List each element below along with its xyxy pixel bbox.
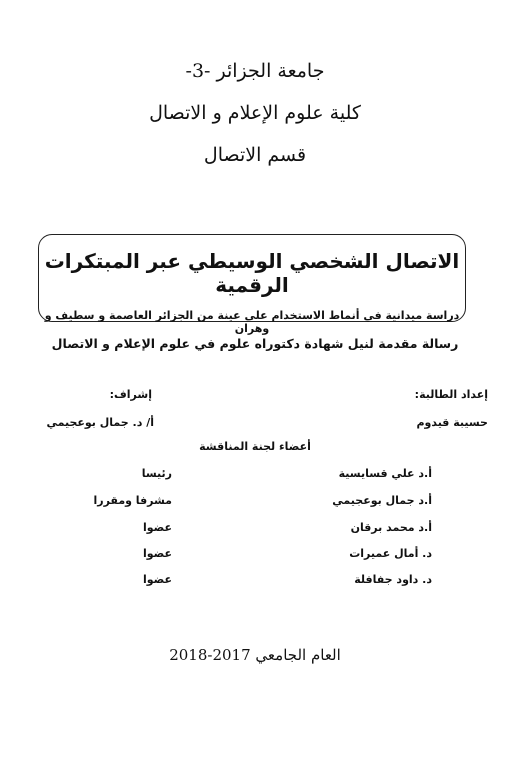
committee-member-role: عضوا bbox=[142, 547, 172, 560]
committee-member-name: أ.د علي قسايسية bbox=[338, 467, 432, 480]
committee-member-role: رئيسا bbox=[141, 467, 172, 480]
committee-title: أعضاء لجنة المناقشة bbox=[199, 440, 311, 453]
thesis-subtitle: دراسة ميدانية في أنماط الاستخدام على عينة من الجزائر العاصمة و سطيف و وهران bbox=[44, 309, 460, 335]
committee-member-role: عضوا bbox=[142, 521, 172, 534]
department-name: قسم الاتصال bbox=[203, 144, 307, 166]
committee-member-name: د. داود جفافلة bbox=[354, 573, 432, 586]
faculty-name: كلية علوم الإعلام و الاتصال bbox=[149, 102, 361, 124]
student-name: حسيبة قيدوم bbox=[416, 416, 488, 429]
university-name: جامعة الجزائر -3- bbox=[185, 60, 325, 82]
title-box bbox=[38, 234, 466, 335]
academic-year: العام الجامعي 2017-2018 bbox=[169, 646, 341, 664]
student-label: إعداد الطالبة: bbox=[414, 388, 488, 401]
committee-member-name: د. أمال عميرات bbox=[349, 547, 432, 560]
committee-member-name: أ.د جمال بوعجيمي bbox=[332, 494, 432, 507]
thesis-statement: رسالة مقدمة لنيل شهادة دكتوراه علوم في علوم الإعلام و الاتصال bbox=[51, 336, 459, 351]
committee-member-role: مشرفا ومقررا bbox=[93, 494, 172, 507]
committee-member-role: عضوا bbox=[142, 573, 172, 586]
supervisor-name: أ/ د. جمال بوعجيمي bbox=[46, 416, 154, 429]
thesis-title: الاتصال الشخصي الوسيطي عبر المبتكرات الرقمية bbox=[44, 249, 460, 297]
supervisor-label: إشراف: bbox=[109, 388, 152, 401]
committee-member-name: أ.د محمد برقان bbox=[350, 521, 432, 534]
